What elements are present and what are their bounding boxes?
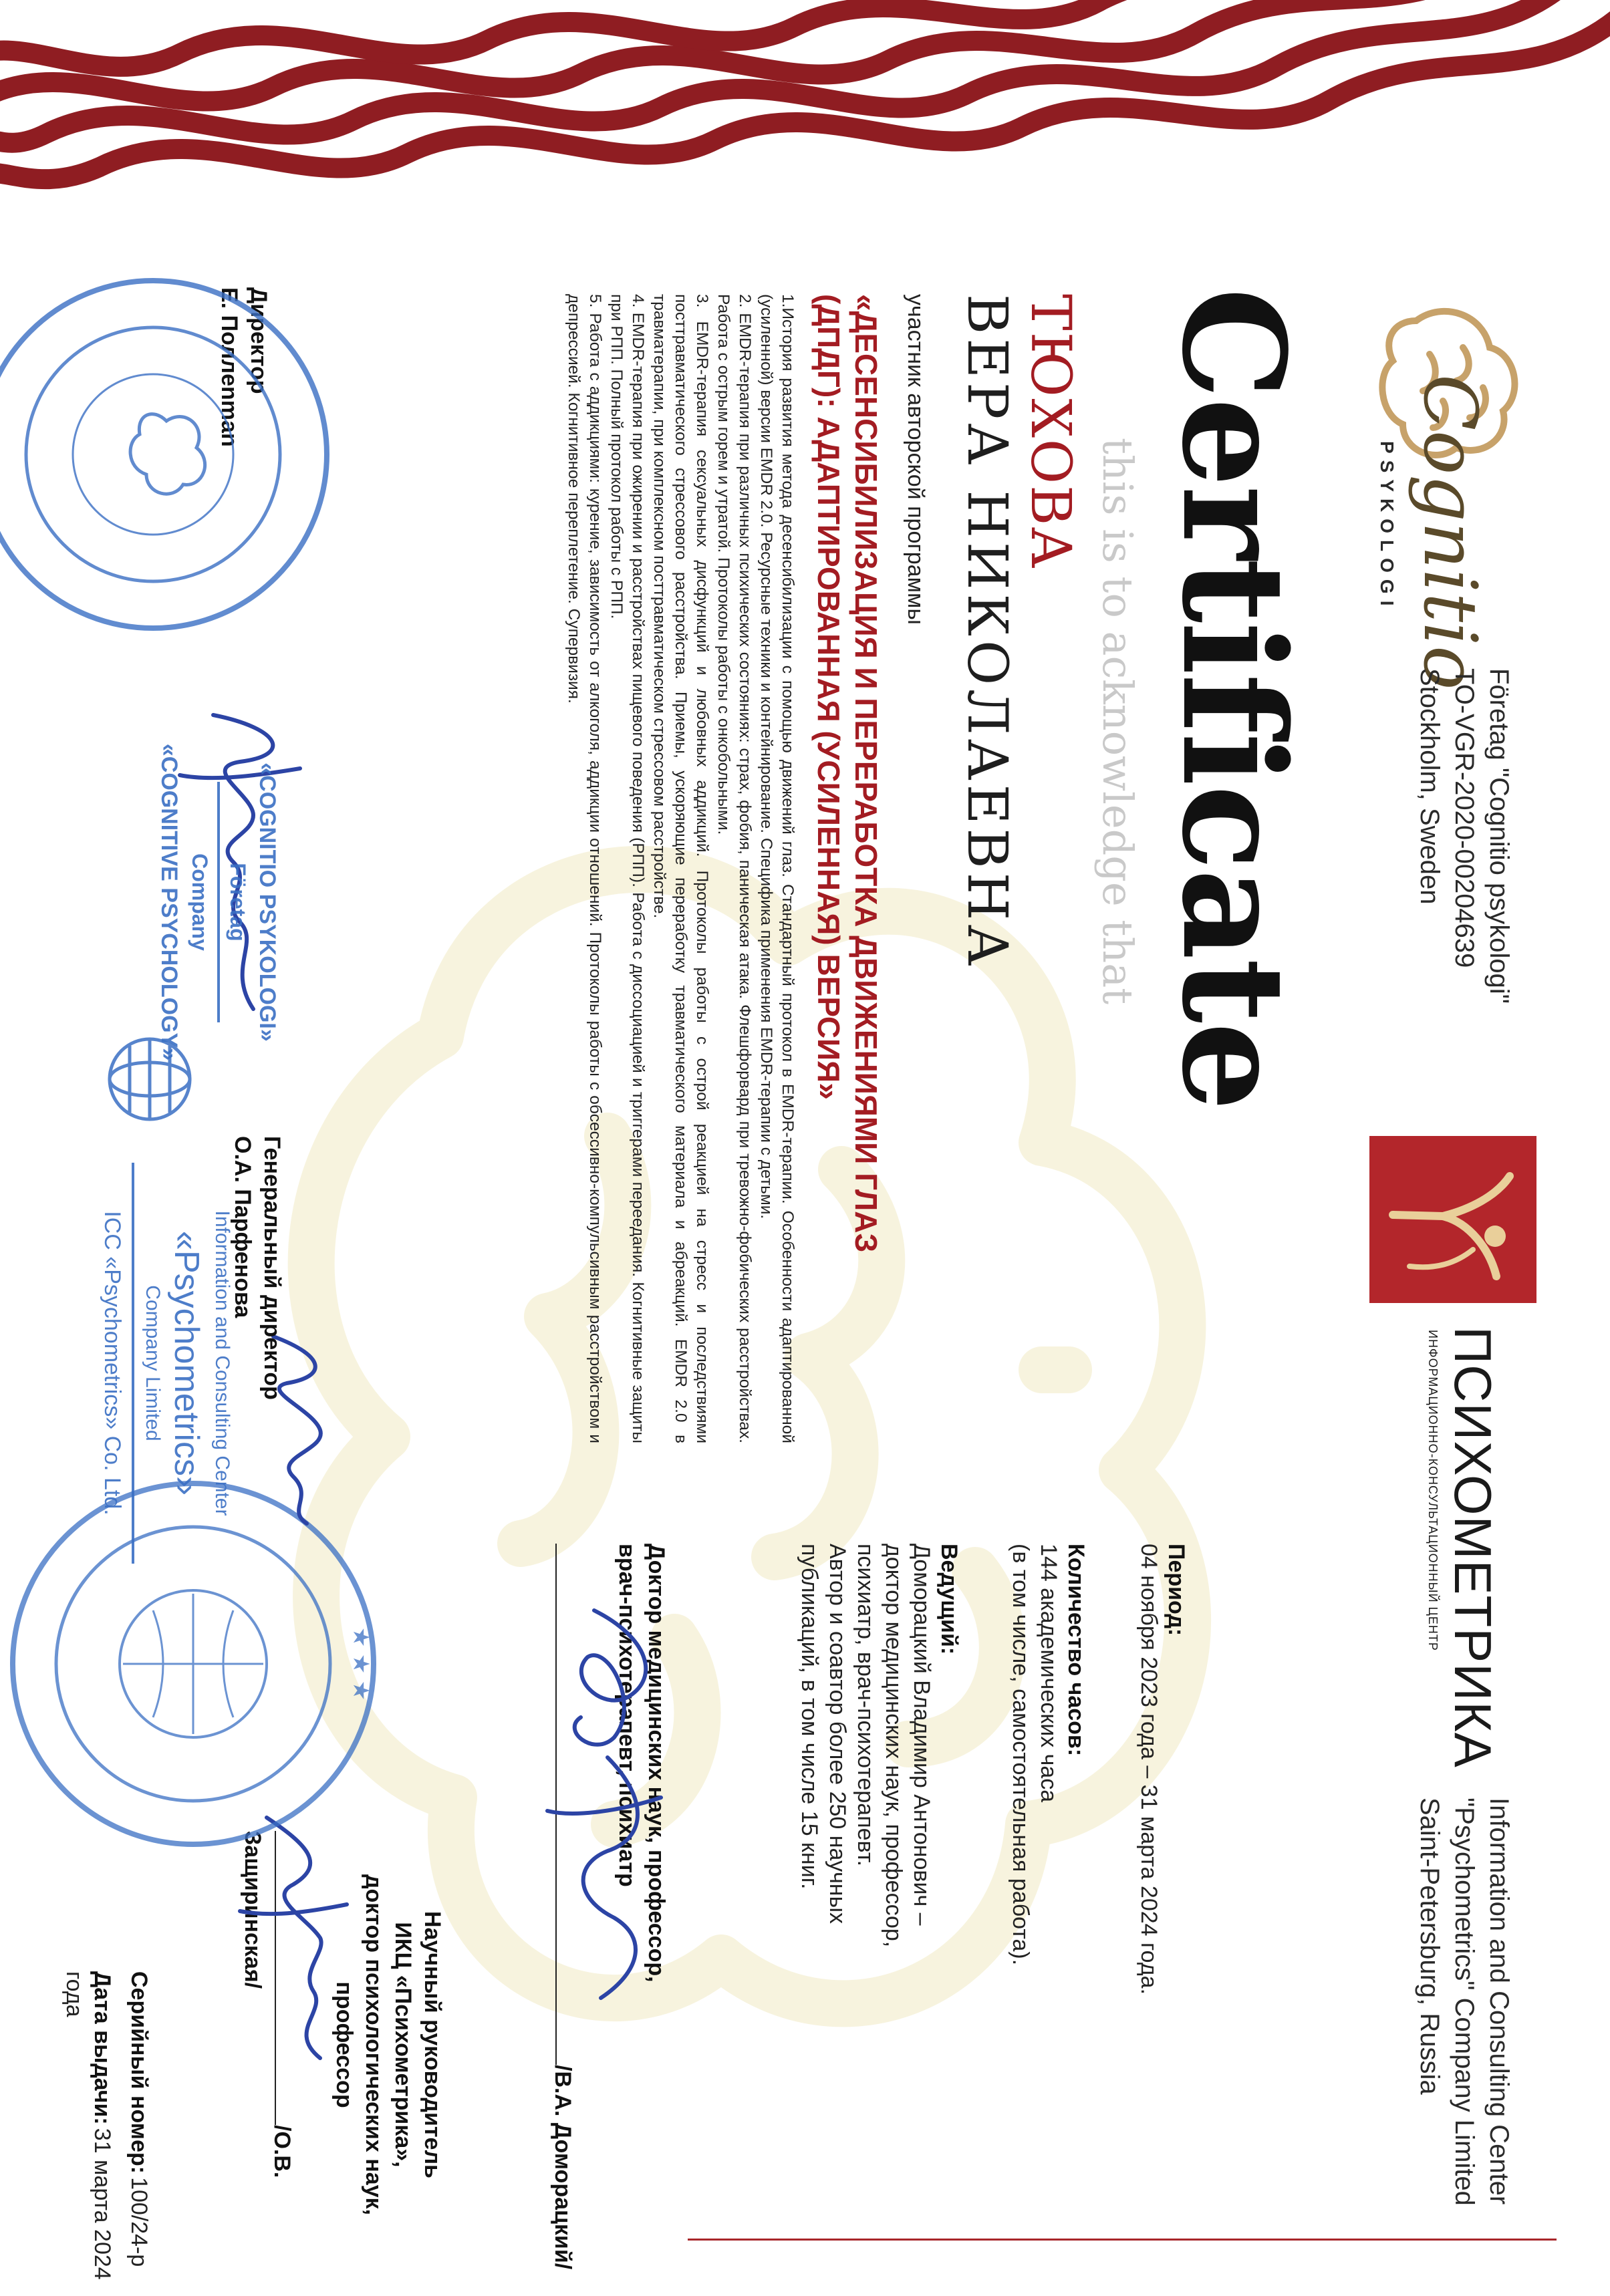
content-item: 3. EMDR-терапия сексуальных дисфункций и любовных аддикций. Протоколы работы с острой реакцией на стресс и последствиями посттравматического стрессового расстройства. Приемы, ускоряющие переработку травматического материала и абреакций. EMDR 2.0 в травматерапии, при комплексном посттравматическом стрессовом расстройстве.	[650, 294, 711, 1443]
right-org-line: Information and Consulting Center	[1484, 1798, 1514, 2205]
stamp-line: Företag	[226, 863, 250, 942]
sci-title-line: Научный руководитель	[420, 1911, 445, 2178]
cognitio-round-stamp	[0, 267, 340, 641]
serial-value: 100/24-р	[126, 2177, 152, 2267]
cognitio-logo-word: Cognitio	[1407, 374, 1493, 690]
stamp-line: ICC «Psychometrics» Co. Ltd.	[100, 1211, 125, 1516]
left-org-line: Företag "Cognitio psykologi"	[1484, 668, 1514, 1004]
lead-line: Автор и соавтор более 250 научных	[825, 1544, 850, 1924]
globe-icon	[100, 1029, 200, 1129]
issue-date-block	[60, 1971, 116, 2296]
director-name: Е. Поллenman	[217, 287, 242, 447]
issue-date-value: 31 марта 2024 года	[61, 1971, 115, 2280]
stamp-line: Company	[188, 853, 212, 951]
left-org-line: TO-VGR-2020-00204639	[1450, 668, 1479, 968]
program-title	[810, 294, 885, 1443]
sci-title-line: профессор	[331, 1981, 357, 2108]
lead-line: доктор медицинских наук, профессор,	[881, 1544, 906, 1948]
left-org-line: Stockholm, Sweden	[1415, 668, 1444, 905]
lead-label: Ведущий:	[936, 1544, 962, 1655]
psychometrics-logo-icon	[1369, 1136, 1536, 1303]
lead-line: психиатр, врач-психотерапевт.	[853, 1544, 878, 1867]
hours-line: (в том числе, самостоятельная работа).	[1008, 1544, 1033, 1966]
lead-block	[795, 1544, 962, 2245]
period-value: 04 ноября 2023 года – 31 марта 2024 года.	[1136, 1544, 1162, 1995]
program-title-line: «ДЕСЕНСИБИЛИЗАЦИЯ И ПЕРЕРАБОТКА ДВИЖЕНИЯМИ ГЛАЗ	[849, 294, 884, 1253]
sci-title-line: доктор психологических наук,	[361, 1874, 386, 2216]
program-content	[563, 294, 798, 1443]
general-director-block	[228, 1136, 287, 1400]
decorative-wave-band	[0, 0, 1610, 267]
recipient-surname: ТЮХОВА	[1019, 294, 1082, 570]
serial-block	[125, 1971, 153, 2267]
stamp-rule	[217, 782, 220, 1022]
lead-title-line: врач-психотерапевт, психиатр	[614, 1544, 640, 1887]
hours-block	[1007, 1544, 1089, 2245]
stamp-line: Company Limited	[142, 1285, 164, 1441]
right-org-info	[1412, 1798, 1516, 2206]
content-item: 2. EMDR-терапия при различных психических состояниях: страх, фобия, паническая атака. Флешфорвард при тревожно-фобических расстройствах. Работа с острым горем и утратой. Протоколы работы с онкобольными.	[714, 294, 754, 1443]
lead-line: Доморацкий Владимир Антонович –	[909, 1544, 934, 1926]
stamp-rule	[132, 1163, 134, 1564]
content-item: 4. EMDR-терапия при ожирении и расстройствах пищевого поведения (РПП). Работа с диссоциацией и триггерами переедания. Когнитивные защиты при РПП. Полный протокол работы с РПП.	[608, 294, 647, 1443]
period-block	[1135, 1544, 1189, 2245]
period-label: Период:	[1164, 1544, 1189, 1636]
content-item: 5. Работа с аддикциями: курение, зависимость от алкоголя, аддикции отношений. Протоколы работы с обсессивно-компульсивным расстройством и депрессией. Когнитивное переплетение. Супервизия.	[565, 294, 604, 1443]
stamp-line: «COGNITIO PSYKOLOGI»	[255, 762, 280, 1042]
director-title: Директор	[246, 287, 271, 394]
right-org-line: "Psychometrics" Company Limited	[1450, 1798, 1479, 2206]
hours-label: Количество часов:	[1063, 1544, 1089, 1757]
cognitio-box-stamp	[93, 735, 280, 1069]
serial-label: Серийный номер:	[126, 1971, 152, 2174]
recipient-given-name: ВЕРА НИКОЛАЕВНА	[955, 294, 1019, 970]
sci-title-line: ИКЦ «Психометрика»,	[390, 1922, 416, 2168]
program-label: участник авторской программы	[903, 294, 928, 625]
stamp-line: «COGNITIVE PSYCHOLOGY»	[156, 743, 182, 1061]
stamp-line: «Psychometrics»	[167, 1231, 206, 1495]
psychometrics-box-stamp	[99, 1136, 233, 1590]
stamp-text: ★ ★ ★	[348, 1626, 374, 1701]
hours-line: 144 академических часа	[1036, 1544, 1061, 1803]
cognitio-logo-sub: PSYKOLOGI	[1377, 441, 1397, 613]
left-org-info	[1412, 668, 1516, 1004]
lead-line: публикаций, в том числе 15 книг.	[797, 1544, 822, 1890]
general-director-title: Генеральный директор	[259, 1136, 285, 1400]
general-director-name: О.А. Парфенова	[230, 1136, 255, 1318]
program-title-line: (ДПДГ): АДАПТИРОВАННАЯ (УСИЛЕННАЯ) ВЕРСИЯ»	[811, 294, 846, 1100]
lead-signature-name: /В.А. Доморацкий/	[550, 2065, 575, 2270]
psychometrics-subtitle: ИНФОРМАЦИОННО-КОНСУЛЬТАЦИОННЫЙ ЦЕНТР	[1426, 1330, 1440, 1651]
lead-handwritten-signature	[541, 1597, 688, 2038]
right-org-line: Saint-Petersburg, Russia	[1415, 1798, 1444, 2095]
issue-date-label: Дата выдачи:	[90, 1971, 115, 2125]
content-item: 1.История развития метода десенсибилизации с помощью движений глаз. Стандартный протокол в EMDR-терапии. Особенности адаптированной (усиленной) версии EMDR 2.0. Ресурсные техники и контейнирование. Специфика применения EMDR-терапии с детьми.	[757, 294, 797, 1443]
sci-signature-name: /О.В. Защиринская/	[240, 1831, 295, 2178]
acknowledge-line: this is to acknowledge that	[1093, 438, 1142, 1005]
psychometrics-name: ПСИХОМЕТРИКА	[1444, 1326, 1502, 1768]
certificate-title: Certificate	[1151, 287, 1316, 1110]
stamp-line: Information and Consulting Center	[211, 1210, 233, 1516]
lead-title-line: Доктор медицинских наук, профессор,	[644, 1544, 669, 1983]
